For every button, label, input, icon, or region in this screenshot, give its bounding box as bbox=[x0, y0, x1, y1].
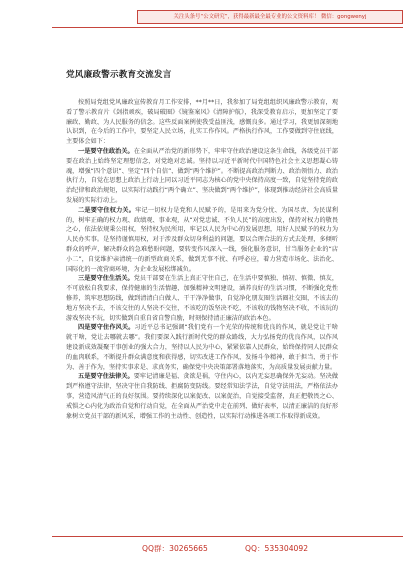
point-paragraph-3 bbox=[66, 274, 338, 323]
header-divider bbox=[52, 27, 403, 28]
paragraph-text: 牢记一切权力是党和人民赋予的，是用来为党分忧、为国尽责、为民谋利的，树牢正确的权力观、政绩观、事业观，从“对党忠诚、不负人民”的高度出发，保持对权力的敬畏之心，依法依规秉公用权，坚持权为民所用，牢记以人民为中心的发展思想，用好人民赋予的权力为人民办实事。是坚持谨慎用权，对于涉及群众切身利益的问题，要以合理合法的方式去处理，多倾听群众的呼声，解决群众的急难愁盼问题，要转变作风深入一线，强化服务意识，甘当服务企业的“店小二”，自觉维护亲清统一的新型政商关系，做到无事不扰、有呼必应，着力营造市场化、法治化、国际化的一流营商环境，为企业发展松绑减负。 bbox=[66, 206, 338, 273]
paragraph-text: 在全面从严治党的新形势下，牢牢守住政治建设这条生命线，各级党员干部要在政治上始终坚定理想信念，对党绝对忠诚。坚持以习近平新时代中国特色社会主义思想凝心铸魂，增强“四个意识”、坚定“四个自信”、做到“两个维护”。不断提高政治判断力、政治领悟力、政治执行力，自觉在思想上政治上行动上同以习近平同志为核心的党中央保持高度一致，自觉坚持党的政治纪律和政治规矩，以实际行动践行“两个确立”、坚决做到“两个维护”，体现到推动经济社会高质量发展的实际行动上。 bbox=[66, 147, 338, 204]
point-paragraph-5 bbox=[66, 372, 338, 421]
paragraph-text: 习近平总书记强调“我们党有一个光荣的传统和优良的作风，就是党让干啥就干啥，党让去哪就去哪”。我们要深入践行新时代党的群众路线，大力弘扬党的优良作风，以作风建设新成效凝聚干事创业的强大合力，坚持以人民为中心，紧紧依靠人民群众，始终保持同人民群众的血肉联系，不断提升群众满意度和获得感，切实改进工作作风，发扬斗争精神，敢于担当、勇于作为、善于作为，坚持实事求是、求真务实，确保党中央决策部署落地落实，为高质量发展贡献力量。 bbox=[66, 324, 338, 371]
footer-qq-group: QQ群：30265665 bbox=[142, 544, 208, 553]
paragraph-lead: 一是要守住政治关。 bbox=[78, 147, 134, 155]
paragraph-lead: 四是要守住作风关。 bbox=[78, 324, 135, 332]
paragraph-text: 党员干部要在生活上真正守住自己，在生活中要慎独、慎初、慎微、慎友，不可放松自我要求，保持健康的生活情趣，加强精神文明建设，涵养良好的生活习惯，不断强化党性修养，筑牢思想防线，做到清清白白做人、干干净净做事，自觉净化朋友圈生活圈社交圈，不该去的地方坚决不去，不该交往的人坚决不交往，不该吃的饭坚决不吃，不该收的钱物坚决不收，不该玩的游戏坚决不玩，切实做到自重自省自警自励，时刻保持清正廉洁的政治本色。 bbox=[66, 275, 338, 322]
document-body bbox=[66, 98, 338, 421]
point-paragraph-1 bbox=[66, 147, 338, 206]
paragraph-lead: 五是要守住法律关。 bbox=[78, 373, 134, 381]
intro-paragraph bbox=[66, 98, 338, 147]
paragraph-lead: 二是要守住权力关。 bbox=[78, 206, 136, 214]
paragraph-text: 按照局党组党风廉政宣传教育月工作安排，**月**日，我参加了局党组组织风廉政警示教育，观看了警示教育片《剑指顽疾，破局破圈》《镜鉴案风》《清障护航》，我深受教育启示，更加坚定了要廉政、勤政、为人民服务的信念。这些反面案例使我受益匪浅，感慨良多。通过学习，我更加深刻地认识到，在今后的工作中，要坚定人民立场，扎实工作作风。严格执行作风，工作要做到守住底线，主要体会如下： bbox=[66, 99, 338, 146]
promo-banner[interactable]: 关注头条号“公文研究”，获得最新最全最专业的公文资料库！ 微信：gongwenyj bbox=[137, 10, 403, 24]
point-paragraph-4 bbox=[66, 323, 338, 372]
point-paragraph-2 bbox=[66, 206, 338, 275]
paragraph-lead: 三是要守住生活关。 bbox=[78, 275, 134, 283]
footer-qq-contact: QQ：535304092 bbox=[245, 544, 309, 553]
footer-divider bbox=[52, 536, 403, 537]
paragraph-text: 要牢记清廉是福、贪欲是祸，守住内心，以内无妄思确保外无妄动。坚决做到严格遵守法律，坚决守住自我防线、拒腐防变防线。要经常知法学法，自觉守法用法，严格依法办事，营造风清气正的良好氛围。要持续深化以案促改、以案促治，自觉接受监督，真正把敬畏之心、戒惧之心内化为政治自觉和行动自觉，在全面从严治党中走在前列、做好表率，以清正廉洁的良好形象树立党员干部的新风采，增强工作的主动性、创造性，以实际行动推进各项工作取得新成效。 bbox=[66, 373, 338, 420]
document-title: 党风廉政警示教育交流发言 bbox=[66, 70, 172, 80]
